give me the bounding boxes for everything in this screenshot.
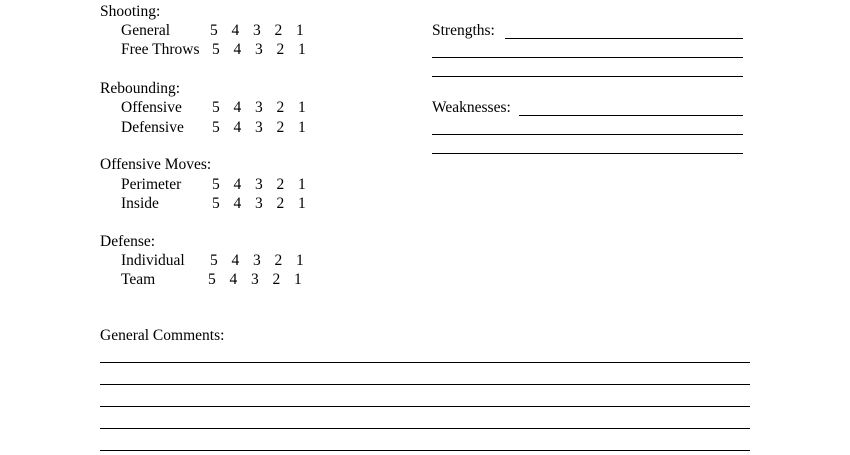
comments-line-3[interactable] bbox=[100, 406, 750, 407]
rating-3[interactable]: 3 bbox=[255, 119, 263, 136]
defense-individual-rating bbox=[210, 252, 318, 270]
rating-2[interactable]: 2 bbox=[274, 22, 283, 39]
rating-2[interactable]: 2 bbox=[276, 176, 285, 193]
weaknesses-line-3[interactable] bbox=[432, 153, 743, 154]
comments-line-4[interactable] bbox=[100, 428, 750, 429]
rebounding-offensive-label: Offensive bbox=[121, 99, 182, 116]
comments-line-2[interactable] bbox=[100, 384, 750, 385]
rating-5[interactable]: 5 bbox=[212, 119, 220, 136]
rating-1[interactable]: 1 bbox=[298, 41, 306, 58]
rebounding-offensive-rating bbox=[212, 99, 320, 117]
strengths-line-1[interactable] bbox=[505, 38, 743, 39]
rating-5[interactable]: 5 bbox=[210, 252, 218, 269]
offensive-moves-inside-rating bbox=[212, 195, 320, 213]
weaknesses-line-1[interactable] bbox=[519, 115, 743, 116]
rating-4[interactable]: 4 bbox=[233, 195, 242, 212]
rating-4[interactable]: 4 bbox=[233, 119, 242, 136]
rating-4[interactable]: 4 bbox=[231, 252, 240, 269]
rating-3[interactable]: 3 bbox=[253, 252, 261, 269]
rating-3[interactable]: 3 bbox=[255, 99, 263, 116]
rating-4[interactable]: 4 bbox=[233, 176, 242, 193]
strengths-line-2[interactable] bbox=[432, 57, 743, 58]
rating-1[interactable]: 1 bbox=[296, 22, 304, 39]
rating-5[interactable]: 5 bbox=[212, 99, 220, 116]
rating-4[interactable]: 4 bbox=[229, 271, 238, 288]
rating-1[interactable]: 1 bbox=[298, 99, 306, 116]
rating-2[interactable]: 2 bbox=[276, 99, 285, 116]
rating-4[interactable]: 4 bbox=[233, 99, 242, 116]
rating-3[interactable]: 3 bbox=[255, 176, 263, 193]
offensive-moves-heading: Offensive Moves: bbox=[100, 156, 212, 173]
weaknesses-label: Weaknesses: bbox=[432, 99, 511, 116]
shooting-heading: Shooting: bbox=[100, 3, 161, 20]
rating-1[interactable]: 1 bbox=[298, 176, 306, 193]
rating-3[interactable]: 3 bbox=[255, 41, 263, 58]
rating-2[interactable]: 2 bbox=[276, 41, 285, 58]
comments-line-5[interactable] bbox=[100, 450, 750, 451]
general-comments-label: General Comments: bbox=[100, 327, 225, 344]
defense-team-rating bbox=[208, 271, 316, 289]
rebounding-defensive-rating bbox=[212, 119, 320, 137]
defense-team-label: Team bbox=[121, 271, 156, 288]
rating-3[interactable]: 3 bbox=[253, 22, 261, 39]
strengths-label: Strengths: bbox=[432, 22, 495, 39]
shooting-free-throws-rating bbox=[212, 41, 320, 59]
offensive-moves-perimeter-rating bbox=[212, 176, 320, 194]
shooting-free-throws-label: Free Throws bbox=[121, 41, 200, 58]
rating-1[interactable]: 1 bbox=[298, 195, 306, 212]
weaknesses-line-2[interactable] bbox=[432, 134, 743, 135]
offensive-moves-perimeter-label: Perimeter bbox=[121, 176, 182, 193]
defense-individual-label: Individual bbox=[121, 252, 185, 269]
rating-2[interactable]: 2 bbox=[272, 271, 281, 288]
rating-5[interactable]: 5 bbox=[212, 41, 220, 58]
comments-line-1[interactable] bbox=[100, 362, 750, 363]
rating-2[interactable]: 2 bbox=[274, 252, 283, 269]
rating-3[interactable]: 3 bbox=[255, 195, 263, 212]
shooting-general-label: General bbox=[121, 22, 171, 39]
rating-4[interactable]: 4 bbox=[233, 41, 242, 58]
rating-5[interactable]: 5 bbox=[208, 271, 216, 288]
strengths-line-3[interactable] bbox=[432, 76, 743, 77]
offensive-moves-inside-label: Inside bbox=[121, 195, 159, 212]
rebounding-heading: Rebounding: bbox=[100, 80, 181, 97]
rating-5[interactable]: 5 bbox=[212, 176, 220, 193]
rating-5[interactable]: 5 bbox=[212, 195, 220, 212]
rebounding-defensive-label: Defensive bbox=[121, 119, 184, 136]
shooting-general-rating bbox=[210, 22, 318, 40]
defense-heading: Defense: bbox=[100, 233, 156, 250]
rating-2[interactable]: 2 bbox=[276, 119, 285, 136]
rating-5[interactable]: 5 bbox=[210, 22, 218, 39]
rating-2[interactable]: 2 bbox=[276, 195, 285, 212]
rating-4[interactable]: 4 bbox=[231, 22, 240, 39]
rating-3[interactable]: 3 bbox=[251, 271, 259, 288]
rating-1[interactable]: 1 bbox=[294, 271, 302, 288]
rating-1[interactable]: 1 bbox=[296, 252, 304, 269]
rating-1[interactable]: 1 bbox=[298, 119, 306, 136]
